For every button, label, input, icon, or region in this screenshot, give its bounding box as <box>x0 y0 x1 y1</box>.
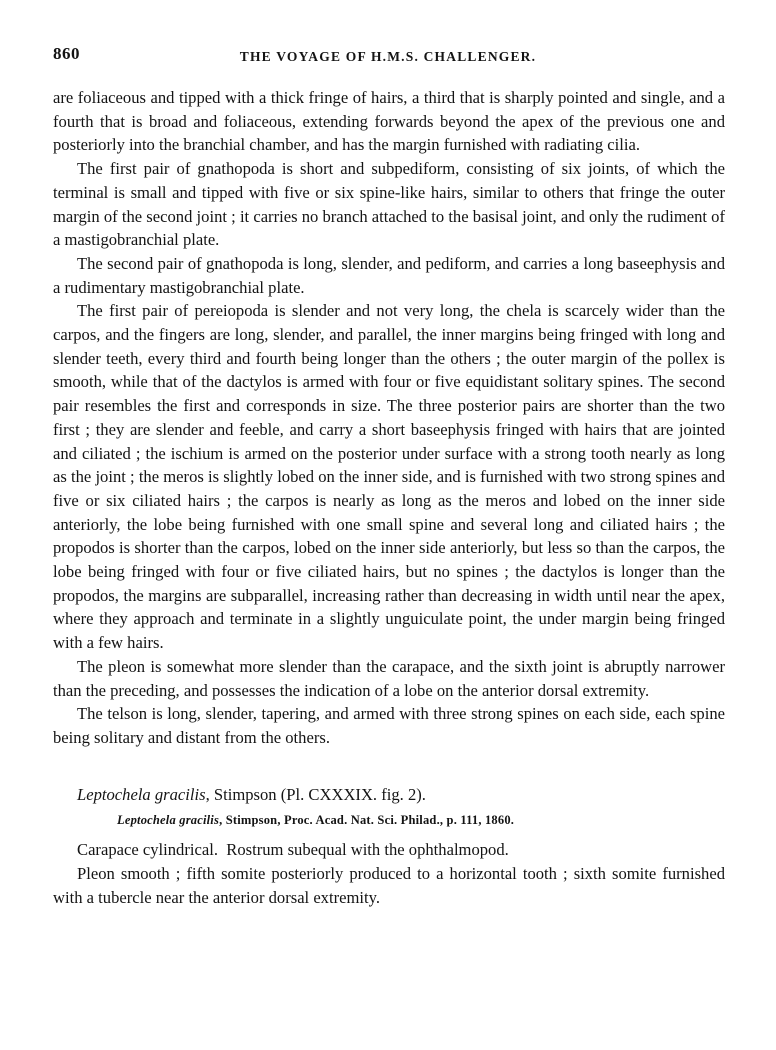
description-line: Carapace cylindrical. Rostrum subequal with the ophthalmopod. <box>77 840 509 860</box>
description-line: Pleon smooth ; fifth somite posteriorly produced to a horizontal tooth ; sixth somite furnished with a tubercle near the anterior dorsal extremity. <box>53 863 725 907</box>
paragraph: The second pair of gnathopoda is long, slender, and pediform, and carries a long baseephysis and a rudimentary mastigobranchial plate. <box>53 253 725 297</box>
citation-reference: , Stimpson, Proc. Acad. Nat. Sci. Philad., p. 111, 1860. <box>219 813 515 828</box>
species-name: Leptochela gracilis <box>77 784 206 804</box>
running-title: THE VOYAGE OF H.M.S. CHALLENGER. <box>239 49 537 64</box>
paragraph: The pleon is somewhat more slender than the carapace, and the sixth joint is abruptly narrower than the preceding, and possesses the indication of a lobe on the anterior dorsal extremity. <box>53 656 725 700</box>
species-authority: , Stimpson (Pl. CXXXIX. fig. 2). <box>205 784 426 804</box>
paragraph: The first pair of pereiopoda is slender and not very long, the chela is scarcely wider than the carpos, and the fingers are long, slender, and parallel, the inner margins being fringed with long and slender teeth, every third and fourth being longer than the others ; the outer margin of the pollex is smooth, while that of the dactylos is armed with four or five equidistant solitary spines. The second pair resembles the first and corresponds in size. The three posterior pairs are shorter than the two first ; they are slender and feeble, and carry a short baseephysis fringed with hairs that are jointed and ciliated ; the ischium is armed on the posterior under surface with a strong tooth nearly as long as the joint ; the meros is slightly lobed on the inner side, and is furnished with two strong spines and five or six ciliated hairs ; the carpos is nearly as long as the meros and lobed on the inner side anteriorly, the lobe being furnished with one small spine and several long and ciliated hairs ; the propodos is shorter than the carpos, lobed on the inner side anteriorly, but less so than the carpos, the lobe being fringed with four or five ciliated hairs, but no spines ; the dactylos is longer than the propodos, the margins are subparallel, increasing rather than decreasing in width until near the apex, where they approach and terminate in a slightly unguiculate point, the under margin being fringed with a few hairs. <box>53 301 725 653</box>
body-text <box>53 86 725 909</box>
paragraph: The telson is long, slender, tapering, and armed with three strong spines on each side, each spine being solitary and distant from the others. <box>53 704 725 747</box>
page-number: 860 <box>53 44 80 63</box>
paragraph: The first pair of gnathopoda is short and subpediform, consisting of six joints, of which the terminal is small and tipped with five or six spine-like hairs, similar to others that fringe the outer margin of the second joint ; it carries no branch attached to the basisal joint, and only the rudiment of a mastigobranchial plate. <box>53 159 725 250</box>
species-citation <box>53 809 725 833</box>
paragraph: are foliaceous and tipped with a thick fringe of hairs, a third that is sharply pointed and single, and a fourth that is broad and foliaceous, extending forwards beyond the apex of the previous one and posteriorly into the branchial chamber, and has the margin furnished with radiating cilia. <box>53 88 725 155</box>
citation-name: Leptochela gracilis <box>117 813 220 828</box>
species-heading <box>53 783 725 807</box>
